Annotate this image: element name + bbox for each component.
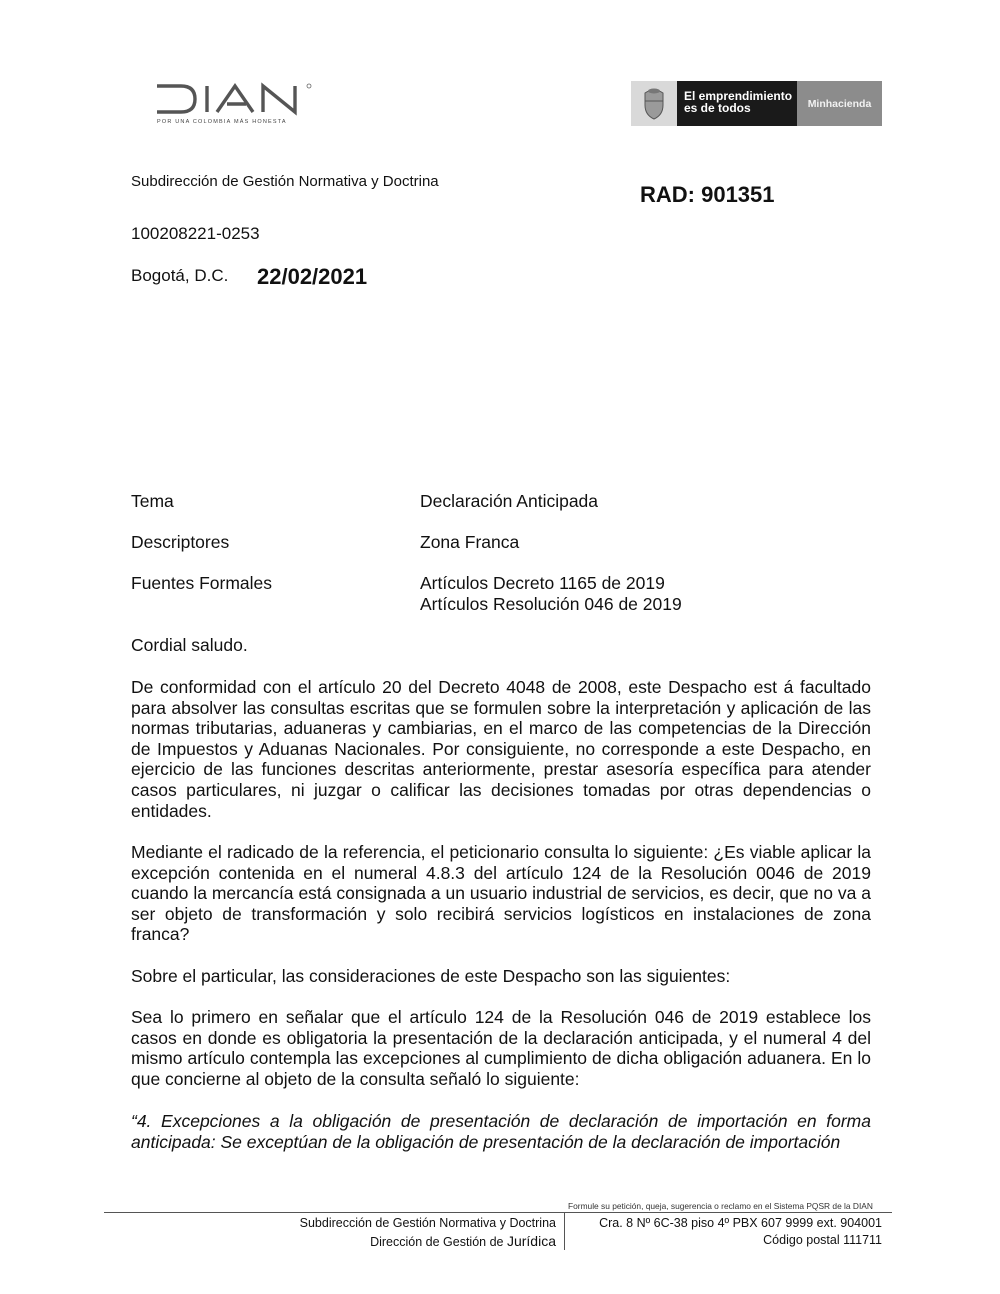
field-value-tema: Declaración Anticipada (420, 491, 599, 511)
footer-pqsr-note: Formule su petición, queja, sugerencia o reclamo en el Sistema PQSR de la DIAN (568, 1201, 873, 1211)
dian-logo-mark (155, 82, 317, 116)
quote-paragraph: “4. Excepciones a la obligación de presentación de declaración de importación en forma anticipada: Se exceptúan de la obligación de presentación de la declaración de importación (131, 1111, 871, 1152)
gov-slogan-line2: es de todos (684, 101, 751, 115)
dian-tagline: POR UNA COLOMBIA MÁS HONESTA (157, 119, 287, 125)
paragraph-4: Sea lo primero en señalar que el artículo 124 de la Resolución 046 de 2019 establece los casos en donde es obligatoria la presentación de la declaración anticipada, y el numeral 4 del mismo artículo contempla las excepciones al cumplimiento de dicha obligación aduanera. En lo que concierne al objeto de la consulta señaló lo siguiente: (131, 1007, 871, 1089)
field-value-descriptores: Zona Franca (420, 532, 520, 552)
subdireccion-label: Subdirección de Gestión Normativa y Doctrina (131, 173, 439, 190)
footer-subdireccion: Subdirección de Gestión Normativa y Doctrina (299, 1216, 556, 1230)
rad-number: RAD: 901351 (640, 182, 775, 207)
government-banner (631, 81, 882, 126)
gov-ministry: Minhacienda (797, 81, 882, 126)
greeting: Cordial saludo. (131, 635, 248, 655)
field-label-tema: Tema (131, 491, 174, 511)
field-label-fuentes: Fuentes Formales (131, 573, 273, 593)
coat-of-arms-icon (631, 81, 677, 126)
footer-direccion (370, 1233, 556, 1249)
paragraph-1: De conformidad con el artículo 20 del Decreto 4048 de 2008, este Despacho est á facultado para absolver las consultas escritas que se formulen sobre la interpretación y aplicación de las normas tributarias, aduaneras y cambiarias, en el marco de las competencias de la Dirección de Impuestos y Aduanas Nacionales. Por consiguiente, no corresponde a este Despacho, en ejercicio de las funciones descritas anteriormente, prestar asesoría específica para atender casos particulares, ni juzgar o calificar las decisiones tomadas por otras dependencias o entidades. (131, 677, 871, 821)
paragraph-3: Sobre el particular, las consideraciones de este Despacho son las siguientes: (131, 966, 731, 986)
field-value-fuentes-1: Artículos Decreto 1165 de 2019 (420, 573, 665, 593)
paragraph-2: Mediante el radicado de la referencia, el peticionario consulta lo siguiente: ¿Es viable aplicar la excepción contenida en el numeral 4.8.3 del artículo 124 de la Resolución 0046 de 2019 cuando la mercancía está consignada a un usuario industrial de servicios, es decir, que no va a ser objeto de transformación y solo recibirá servicios logísticos en instalaciones de zona franca? (131, 842, 871, 945)
footer-direccion-prefix: Dirección de Gestión de (370, 1235, 507, 1249)
footer-postal-code: Código postal 111711 (763, 1233, 882, 1247)
reference-number: 100208221-0253 (131, 224, 260, 243)
document-date: 22/02/2021 (257, 264, 368, 289)
footer-direccion-juridica: Jurídica (506, 1233, 556, 1249)
city: Bogotá, D.C. (131, 266, 229, 285)
field-value-fuentes-2: Artículos Resolución 046 de 2019 (420, 594, 682, 614)
footer-vertical-divider (564, 1213, 565, 1250)
gov-slogan (677, 81, 797, 126)
footer-address: Cra. 8 Nº 6C-38 piso 4º PBX 607 9999 ext. 904001 (599, 1216, 882, 1230)
field-label-descriptores: Descriptores (131, 532, 230, 552)
footer-divider (104, 1212, 892, 1213)
gov-slogan-line1: El emprendimiento (684, 89, 793, 103)
